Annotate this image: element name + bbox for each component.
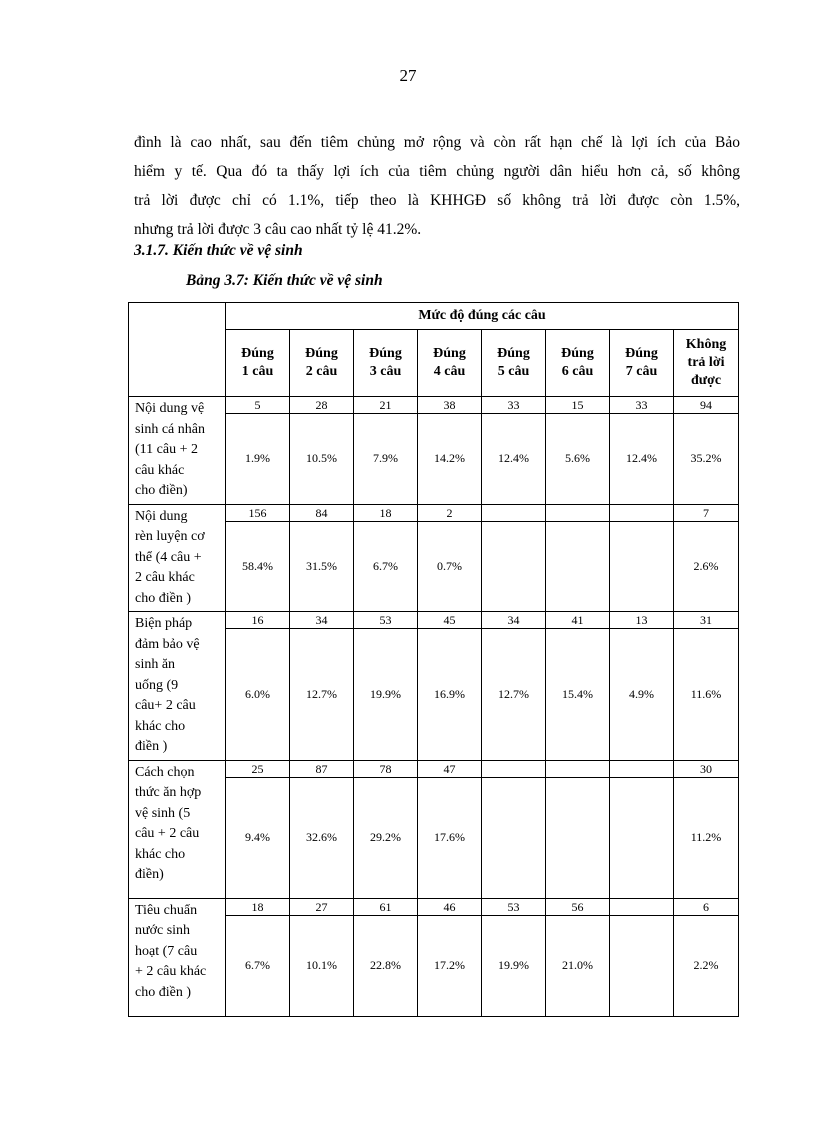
row-label: [129, 898, 226, 1016]
count-cell: 31: [674, 612, 739, 629]
paragraph-line: đình là cao nhất, sau đến tiêm chủng mở rộng và còn rất hạn chế là lợi ích của Bảo: [134, 134, 740, 151]
column-header: [546, 330, 610, 397]
count-cell: 87: [290, 760, 354, 777]
paragraph-line: trả lời được chỉ có 1.1%, tiếp theo là KHHGĐ số không trả lời được còn 1.5%,: [134, 192, 740, 209]
count-cell: 21: [354, 397, 418, 414]
section-heading: 3.1.7. Kiến thức về vệ sinh: [134, 242, 303, 259]
count-cell: 18: [226, 898, 290, 915]
count-cell: 45: [418, 612, 482, 629]
percent-cell: 19.9%: [354, 629, 418, 760]
count-cell: 53: [482, 898, 546, 915]
percent-cell: [482, 777, 546, 898]
corner-cell: [129, 303, 226, 397]
column-header-line: 1 câu: [241, 364, 274, 379]
row-label-line: + 2 câu khác: [135, 964, 207, 979]
row-label-line: rèn luyện cơ: [135, 529, 205, 544]
row-label-line: thể (4 câu +: [135, 549, 202, 565]
column-header-line: được: [690, 373, 722, 388]
percent-cell: 6.7%: [354, 522, 418, 612]
percent-cell: 11.6%: [674, 629, 739, 760]
column-header-line: Đúng: [497, 346, 530, 361]
percent-cell: 17.2%: [418, 915, 482, 1016]
paragraph-line: hiểm y tế. Qua đó ta thấy lợi ích của tiêm chủng người dân hiểu hơn cả, số không: [134, 163, 740, 180]
percent-cell: 4.9%: [610, 629, 674, 760]
column-header-line: Đúng: [241, 346, 274, 361]
page-number: 27: [399, 66, 417, 85]
percent-cell: 31.5%: [290, 522, 354, 612]
row-label-line: uống (9: [135, 677, 179, 693]
count-cell: 94: [674, 397, 739, 414]
row-label-line: thức ăn hợp: [135, 785, 202, 800]
count-cell: 28: [290, 397, 354, 414]
percent-cell: 1.9%: [226, 414, 290, 504]
percent-cell: 7.9%: [354, 414, 418, 504]
paragraph-line: nhưng trả lời được 3 câu cao nhất tỷ lệ 41.2%.: [134, 221, 422, 238]
table-row: [129, 898, 739, 915]
row-label-line: Cách chọn: [135, 764, 195, 780]
count-cell: 18: [354, 504, 418, 522]
count-cell: 25: [226, 760, 290, 777]
percent-cell: 9.4%: [226, 777, 290, 898]
percent-cell: 11.2%: [674, 777, 739, 898]
row-label: [129, 397, 226, 505]
column-header-line: 4 câu: [433, 364, 466, 379]
count-cell: 41: [546, 612, 610, 629]
percent-cell: 16.9%: [418, 629, 482, 760]
count-cell: 46: [418, 898, 482, 915]
percent-cell: [546, 522, 610, 612]
column-header-line: Đúng: [433, 346, 466, 361]
percent-cell: 12.7%: [290, 629, 354, 760]
count-cell: 38: [418, 397, 482, 414]
row-label-line: 2 câu khác: [135, 570, 195, 585]
row-label-line: vệ sinh (5: [135, 805, 191, 821]
count-cell: [546, 760, 610, 777]
count-cell: 56: [546, 898, 610, 915]
percent-cell: 6.7%: [226, 915, 290, 1016]
column-header: [482, 330, 546, 397]
percent-cell: 29.2%: [354, 777, 418, 898]
row-label-line: Biện pháp: [135, 616, 193, 631]
hygiene-knowledge-table: [128, 302, 739, 1017]
percent-cell: 0.7%: [418, 522, 482, 612]
percent-cell: [482, 522, 546, 612]
count-cell: [482, 760, 546, 777]
percent-cell: 32.6%: [290, 777, 354, 898]
count-cell: 6: [674, 898, 739, 915]
percent-cell: [610, 915, 674, 1016]
row-label-line: khác cho: [135, 846, 186, 862]
row-label-line: sinh ăn: [135, 657, 176, 672]
count-cell: 33: [610, 397, 674, 414]
percent-cell: 12.4%: [610, 414, 674, 504]
percent-cell: [610, 522, 674, 612]
column-header: [610, 330, 674, 397]
column-header-line: Đúng: [305, 346, 338, 361]
row-label-line: câu khác: [135, 462, 185, 478]
count-cell: 34: [290, 612, 354, 629]
group-header-row: [129, 303, 739, 330]
percent-cell: 14.2%: [418, 414, 482, 504]
count-cell: 34: [482, 612, 546, 629]
percent-cell: 19.9%: [482, 915, 546, 1016]
percent-cell: 2.6%: [674, 522, 739, 612]
table-row: [129, 397, 739, 414]
column-header: [226, 330, 290, 397]
count-cell: 53: [354, 612, 418, 629]
count-cell: [482, 504, 546, 522]
count-cell: 27: [290, 898, 354, 915]
column-header-line: 3 câu: [369, 364, 402, 379]
row-label: [129, 504, 226, 612]
count-cell: 7: [674, 504, 739, 522]
row-label-line: (11 câu + 2: [135, 442, 198, 457]
row-label-line: điền ): [135, 739, 168, 754]
percent-cell: 35.2%: [674, 414, 739, 504]
percent-cell: 15.4%: [546, 629, 610, 760]
table-row: [129, 612, 739, 629]
column-header-line: Đúng: [625, 346, 658, 361]
row-label-line: Tiêu chuẩn: [135, 902, 198, 918]
column-header: [290, 330, 354, 397]
percent-cell: 6.0%: [226, 629, 290, 760]
count-cell: 61: [354, 898, 418, 915]
row-label-line: nước sinh: [135, 923, 191, 938]
percent-cell: 58.4%: [226, 522, 290, 612]
row-label-line: câu + 2 câu: [135, 826, 200, 841]
count-cell: [610, 898, 674, 915]
row-label-line: Nội dung vệ: [135, 401, 205, 416]
row-label-line: sinh cá nhân: [135, 421, 205, 437]
column-header-line: Đúng: [369, 346, 402, 361]
column-header-line: 6 câu: [561, 364, 594, 379]
count-cell: 15: [546, 397, 610, 414]
count-cell: 47: [418, 760, 482, 777]
count-cell: [610, 504, 674, 522]
column-header-line: trả lời: [687, 355, 725, 370]
table-row: [129, 504, 739, 522]
row-label-line: cho điền ): [135, 590, 191, 606]
row-label-line: điền): [135, 867, 164, 882]
count-cell: 5: [226, 397, 290, 414]
count-cell: [546, 504, 610, 522]
row-label: [129, 760, 226, 898]
row-label-line: đảm bảo vệ: [135, 636, 200, 652]
count-cell: 13: [610, 612, 674, 629]
column-header: [418, 330, 482, 397]
percent-cell: 12.7%: [482, 629, 546, 760]
column-header-line: 5 câu: [497, 364, 530, 379]
column-header: [354, 330, 418, 397]
count-cell: 156: [226, 504, 290, 522]
column-header-line: Đúng: [561, 346, 594, 361]
count-cell: 30: [674, 760, 739, 777]
percent-cell: [610, 777, 674, 898]
percent-cell: 21.0%: [546, 915, 610, 1016]
column-header-line: 7 câu: [625, 364, 658, 379]
percent-cell: 10.5%: [290, 414, 354, 504]
percent-cell: 22.8%: [354, 915, 418, 1016]
row-label-line: Nội dung: [135, 508, 188, 524]
percent-cell: 5.6%: [546, 414, 610, 504]
column-header-line: 2 câu: [305, 364, 338, 379]
table-row: [129, 760, 739, 777]
row-label-line: khác cho: [135, 718, 186, 734]
count-cell: 33: [482, 397, 546, 414]
column-header-line: Không: [685, 337, 727, 352]
group-header: Mức độ đúng các câu: [226, 303, 739, 330]
count-cell: 78: [354, 760, 418, 777]
percent-cell: 2.2%: [674, 915, 739, 1016]
row-label-line: câu+ 2 câu: [135, 698, 196, 713]
table-caption: Bảng 3.7: Kiến thức về vệ sinh: [186, 272, 383, 289]
count-cell: [610, 760, 674, 777]
row-label-line: cho điền ): [135, 984, 191, 1000]
count-cell: 2: [418, 504, 482, 522]
table-body: [129, 397, 739, 1017]
row-label-line: cho điền): [135, 483, 188, 498]
percent-cell: 12.4%: [482, 414, 546, 504]
column-header: [674, 330, 739, 397]
row-label: [129, 612, 226, 761]
percent-cell: 10.1%: [290, 915, 354, 1016]
percent-cell: [546, 777, 610, 898]
percent-cell: 17.6%: [418, 777, 482, 898]
body-paragraph: [134, 128, 740, 244]
row-label-line: hoạt (7 câu: [135, 943, 198, 959]
count-cell: 84: [290, 504, 354, 522]
count-cell: 16: [226, 612, 290, 629]
